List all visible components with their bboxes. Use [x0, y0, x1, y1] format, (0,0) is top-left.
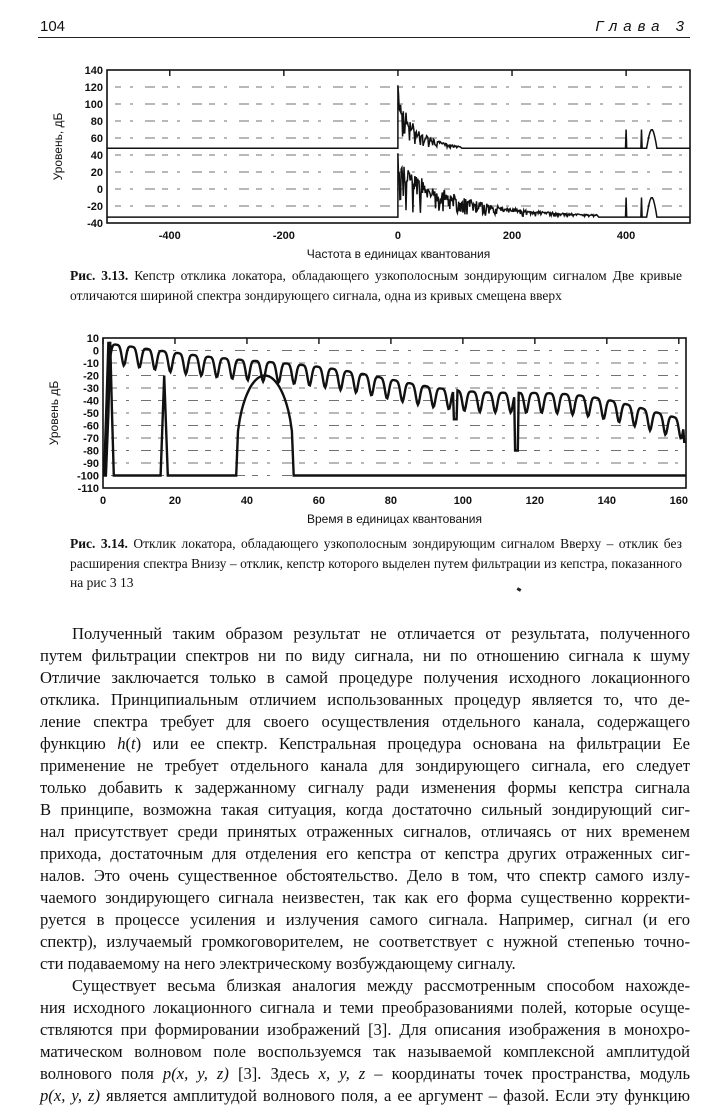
- body-line: [40, 799, 690, 820]
- figure-3-14-caption: [70, 534, 682, 593]
- italic-math-text: h: [117, 734, 126, 753]
- text-segment: ) или ее спектр. Кепстральная процедура основана на фильтрации Ее: [135, 734, 690, 753]
- text-segment: функцию: [40, 734, 118, 753]
- x-tick-label: 200: [502, 230, 522, 242]
- caption-label: Рис. 3.13.: [70, 268, 129, 283]
- italic-math-text: x, y, z: [318, 1064, 366, 1083]
- y-tick-label: 40: [90, 150, 103, 162]
- body-line: [40, 953, 690, 974]
- x-tick-label: 60: [312, 495, 326, 507]
- y-tick-label: -100: [76, 470, 99, 483]
- body-line: [40, 931, 690, 952]
- text-segment: отклика. Принципиальным отличием использованных процедур является то, что де-: [40, 690, 690, 709]
- text-segment: только добавить к задержанному сигналу ради изменения формы кепстра сигнала: [40, 778, 690, 797]
- body-line: [40, 777, 690, 798]
- text-segment: ствляются при формировании изображений [3]. Для описания изображения в монохро-: [40, 1020, 690, 1039]
- x-tick-label: 400: [616, 230, 636, 242]
- text-segment: Полученный таким образом результат не отличается от результата, полученного: [72, 624, 690, 643]
- text-segment: ния исходного локационного сигнала и теми преобразованиями полей, которые осуще-: [40, 998, 690, 1017]
- text-segment: матическом волновом поле воспользуемся так называемой комплексной амплитудой: [40, 1042, 690, 1061]
- figure-3-13-chart: [0, 55, 726, 260]
- y-tick-label: -90: [83, 458, 99, 470]
- figure-3-14-chart: [0, 325, 726, 530]
- y-tick-label: -60: [83, 420, 99, 433]
- x-tick-label: 140: [597, 495, 617, 507]
- body-line: [40, 975, 690, 996]
- x-tick-label: 40: [240, 495, 254, 507]
- text-segment: путем фильтрации спектров ни по виду сигнала, ни по отношению сигнала к шуму: [40, 646, 690, 665]
- chapter-title: Глава 3: [595, 18, 690, 35]
- body-line: [40, 755, 690, 776]
- text-segment: является амплитудой волнового поля, а ее аргумент – фазой. Если эту функцию: [100, 1086, 690, 1105]
- caption-label: Рис. 3.14.: [70, 536, 128, 551]
- text-segment: ление спектра требует для своего осуществления отдельного канала, содержащего: [40, 712, 690, 731]
- series-line: [107, 85, 690, 148]
- y-tick-label: 0: [92, 345, 99, 358]
- caption-text: Отклик локатора, обладающего узкополосным зондирующим сигналом Вверху – отклик без расширения спектра Внизу – отклик, кепстр которого выделен путем фильтрации из кепстра, показанного на рис 3 13: [70, 536, 682, 590]
- y-tick-label: 120: [84, 82, 103, 94]
- italic-math-text: t: [131, 734, 136, 753]
- body-line: [40, 1019, 690, 1040]
- text-segment: руется в процессе усиления и излучения самого сигнала. Например, сигнал (и его: [40, 910, 690, 929]
- series-line-lower: [103, 342, 686, 476]
- y-tick-label: -50: [83, 408, 99, 420]
- x-tick-label: -400: [158, 230, 181, 242]
- x-tick-label: -200: [272, 230, 295, 242]
- x-tick-label: 0: [394, 230, 401, 242]
- series-line-upper: [104, 342, 686, 476]
- text-segment: – координаты точек пространства, модуль: [365, 1064, 691, 1083]
- text-segment: прихода, достаточным для отделения его кепстра от кепстра других отраженных сиг-: [40, 844, 690, 863]
- text-segment: чаемого зондирующего сигнала неизвестен, так как его форма существенно корректи-: [40, 888, 690, 907]
- body-line: [40, 909, 690, 930]
- y-tick-label: 60: [90, 133, 103, 145]
- y-tick-label: 80: [90, 116, 103, 128]
- x-axis-label: Время в единицах квантования: [306, 512, 483, 526]
- y-tick-label: 100: [84, 99, 103, 111]
- text-segment: сти подаваемому на него электрическому возбуждающему сигналу.: [40, 954, 516, 973]
- body-line: [40, 733, 690, 754]
- text-segment: Существует весьма близкая аналогия между рассмотренным способом нахожде-: [72, 976, 690, 995]
- body-line: [40, 821, 690, 842]
- y-tick-label: -20: [87, 201, 103, 213]
- body-line: [40, 1041, 690, 1062]
- body-line: [40, 1063, 690, 1084]
- y-tick-label: 10: [86, 333, 99, 345]
- y-tick-label: -80: [83, 445, 99, 458]
- text-segment: спектр), излучаемый громкоговорителем, не соответствует с нужной степенью точно-: [40, 932, 690, 951]
- y-tick-label: -20: [83, 370, 99, 383]
- x-tick-label: 80: [384, 495, 398, 507]
- y-axis-label: Уровень, дБ: [51, 112, 65, 181]
- y-axis-label: Уровень дБ: [47, 380, 61, 446]
- x-tick-label: 100: [453, 495, 473, 507]
- italic-math-text: p(x, y, z): [40, 1086, 101, 1105]
- text-segment: Отличие заключается только в самой процедуре получения исходного локационного: [40, 668, 690, 687]
- text-segment: В принципе, возможна такая ситуация, когда достаточно сильный зондирующий сиг-: [40, 800, 690, 819]
- body-line: [40, 645, 690, 666]
- body-line: [40, 667, 690, 688]
- y-tick-label: 140: [84, 65, 103, 77]
- header-rule: [38, 37, 690, 38]
- x-tick-label: 160: [669, 495, 688, 507]
- series-line: [107, 153, 690, 217]
- body-line: [40, 689, 690, 710]
- body-line: [40, 1085, 690, 1106]
- x-tick-label: 20: [168, 495, 182, 507]
- figure-3-13-caption: [70, 266, 682, 305]
- y-tick-label: 0: [96, 184, 103, 196]
- text-segment: [3]. Здесь: [228, 1064, 319, 1083]
- y-tick-label: -40: [83, 395, 99, 408]
- x-axis-label: Частота в единицах квантования: [306, 247, 491, 260]
- x-tick-label: 0: [99, 495, 107, 507]
- italic-math-text: p(x, y, z): [162, 1064, 229, 1083]
- x-tick-label: 120: [525, 495, 545, 507]
- text-segment: волнового поля: [40, 1064, 163, 1083]
- y-tick-label: -40: [87, 218, 103, 230]
- body-line: [40, 865, 690, 886]
- body-line: [40, 843, 690, 864]
- y-tick-label: 20: [90, 167, 103, 179]
- body-line: [40, 711, 690, 732]
- text-segment: налов. Это очень существенное обстоятельство. Дело в том, что спектр самого излу-: [40, 866, 690, 885]
- body-line: [40, 997, 690, 1018]
- page-number: 104: [40, 18, 66, 35]
- text-segment: применение не требует отдельного канала для зондирующего сигнала, его следует: [40, 756, 690, 775]
- body-line: [40, 623, 690, 644]
- y-tick-label: -110: [77, 483, 99, 495]
- y-tick-label: -10: [83, 358, 99, 370]
- caption-text: Кепстр отклика локатора, обладающего узкополосным зондирующим сигналом Две кривые отличаются шириной спектра зондирующего сигнала, одна из кривых смещена вверх: [70, 268, 682, 303]
- text-segment: (: [125, 734, 132, 753]
- body-line: [40, 887, 690, 908]
- y-tick-label: -70: [83, 433, 99, 445]
- text-segment: нал присутствует среди принятых отраженных сигналов, отличаясь от них временем: [40, 822, 690, 841]
- y-tick-label: -30: [83, 383, 99, 395]
